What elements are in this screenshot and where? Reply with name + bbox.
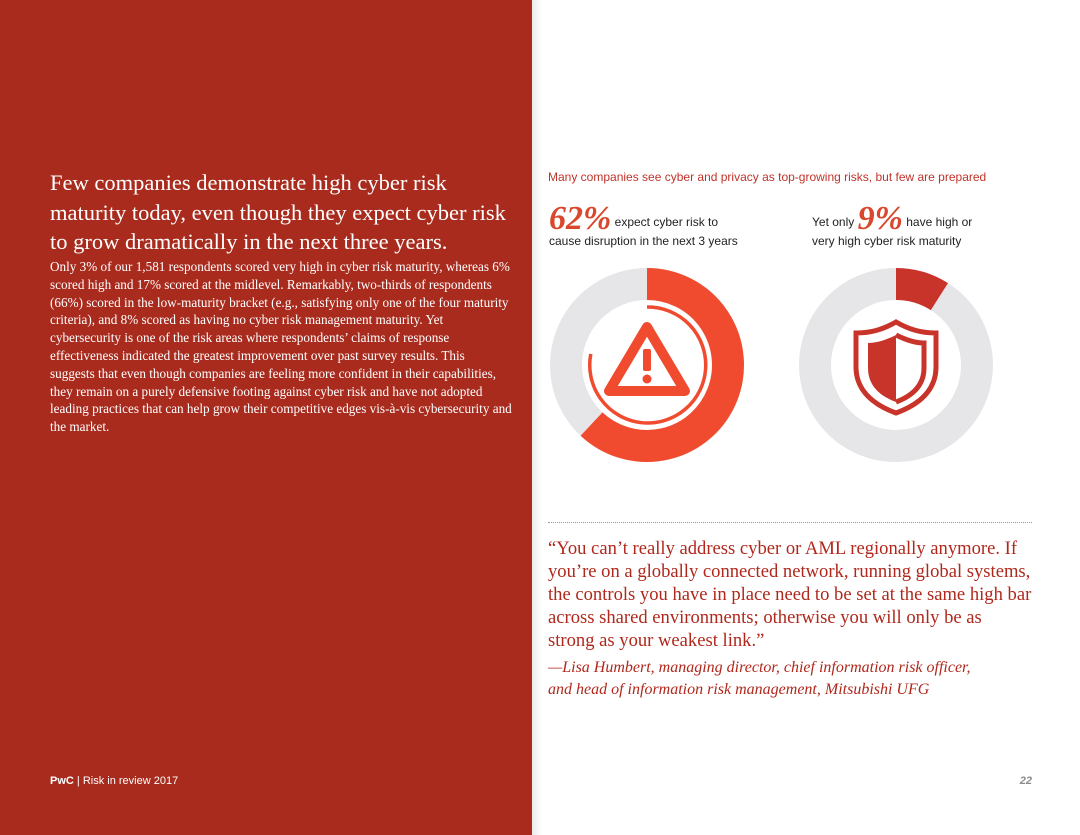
warning-icon bbox=[590, 307, 706, 423]
panel-shadow bbox=[532, 0, 542, 835]
stat-value: 9% bbox=[857, 200, 903, 237]
stat-prefix: Yet only bbox=[812, 215, 858, 229]
quote-attribution: —Lisa Humbert, managing director, chief information risk officer, and head of information risk management, Mitsubishi UFG bbox=[548, 659, 971, 698]
body-paragraph: Only 3% of our 1,581 respondents scored very high in cyber risk maturity, whereas 6% scored high and 17% scored at the midlevel. Remarkably, two-thirds of respondents (66%) scored in the low-maturity bracket (e.g., satisfying only one of the four maturity criteria), and 8% scored as having no cyber risk management maturity. Yet cybersecurity is one of the risk areas where respondents’ claims of response effectiveness indicated the greatest improvement over past survey results. This suggests that even though companies are feeling more confident in their capabilities, they remain on a purely defensive footing against cyber risk and have not adopted leading practices that can help grow their competitive edges vis-à-vis cybersecurity and the market. bbox=[50, 259, 512, 435]
stat-value: 62% bbox=[549, 200, 612, 237]
stat-text-line2: very high cyber risk maturity bbox=[812, 234, 962, 248]
left-panel bbox=[0, 0, 532, 835]
stat-text-line1: expect cyber risk to bbox=[611, 215, 719, 229]
chart-caption: Many companies see cyber and privacy as top-growing risks, but few are prepared bbox=[548, 170, 987, 184]
section-divider bbox=[548, 522, 1032, 523]
footer-publication-title: Risk in review 2017 bbox=[82, 775, 179, 787]
donut-chart-cyber-maturity bbox=[798, 267, 994, 463]
donut-segment-9 bbox=[896, 284, 939, 297]
pull-quote: “You can’t really address cyber or AML regionally anymore. If you’re on a globally connected network, running global systems, the controls you have in place need to be set at the same high bar across shared environments; otherwise you will only be as strong as your weakest link.” bbox=[548, 538, 1032, 651]
stat-text-line1: have high or bbox=[902, 215, 973, 229]
stat-cyber-maturity bbox=[812, 200, 1032, 248]
shield-icon bbox=[856, 322, 936, 413]
stat-cyber-disruption bbox=[549, 200, 789, 248]
stat-text-line2: cause disruption in the next 3 years bbox=[549, 234, 738, 248]
donut-chart-cyber-disruption bbox=[549, 267, 745, 463]
page-number: 22 bbox=[1019, 775, 1032, 787]
footer-publication bbox=[50, 775, 178, 787]
footer-separator: | bbox=[73, 775, 83, 787]
footer-brand: PwC bbox=[50, 775, 74, 787]
headline: Few companies demonstrate high cyber risk maturity today, even though they expect cyber risk to grow dramatically in the next three years. bbox=[50, 170, 506, 254]
